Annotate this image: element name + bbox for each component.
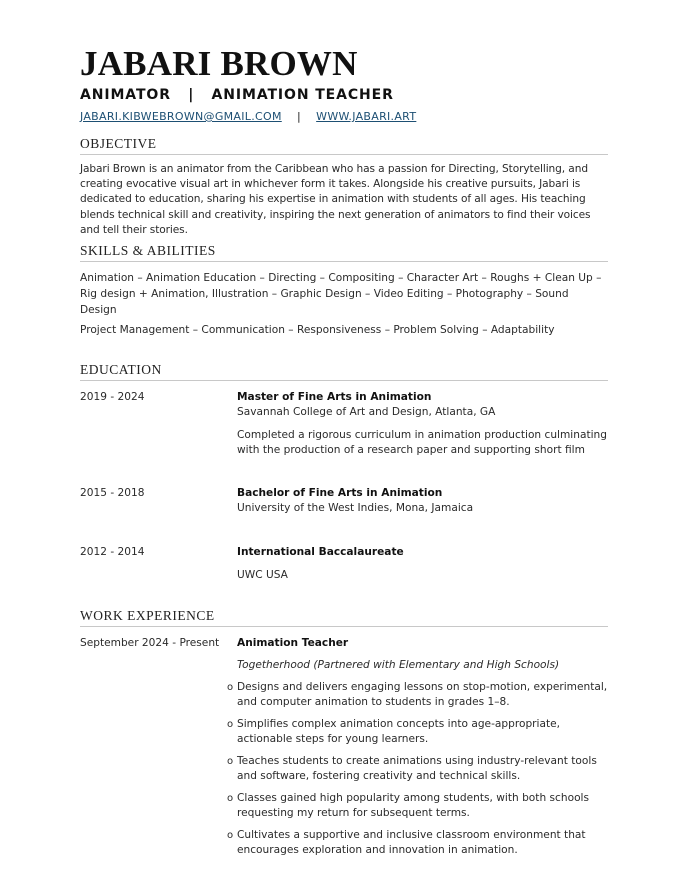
education-school: University of the West Indies, Mona, Jamaica [237,502,474,515]
education-dates: 2015 - 2018 [80,487,145,500]
work-dates: September 2024 - Present [80,636,220,649]
education-entry [80,486,608,516]
contact-separator: | [296,110,301,123]
work-bullet [227,828,608,858]
work-bullet [227,754,608,784]
education-school: Savannah College of Art and Design, Atlanta, GA [237,406,496,419]
education-dates: 2019 - 2024 [80,391,145,404]
education-entry [80,545,608,582]
work-bullet-list [227,680,608,858]
resume-page [80,44,608,865]
skills-primary: Animation – Animation Education – Directing – Compositing – Character Art – Roughs + Clean Up – Rig design + Animation, Illustration – Graphic Design – Video Editing – Photography – Sound Design [80,272,602,317]
work-bullet-text: Designs and delivers engaging lessons on stop-motion, experimental, and computer animation to students in grades 1–8. [237,681,608,709]
bullet-mark: o [227,829,234,841]
bullet-mark: o [227,682,234,694]
work-bullet-text: Classes gained high popularity among students, with both schools requesting my return for subsequent terms. [237,791,590,820]
bullet-mark: o [227,719,234,731]
work-bullet [227,717,608,747]
website-link[interactable]: WWW.JABARI.ART [316,110,417,123]
work-organization: Togetherhood (Partnered with Elementary and High Schools) [237,659,560,672]
education-degree: Bachelor of Fine Arts in Animation [237,487,443,500]
email-link[interactable]: JABARI.KIBWEBROWN@GMAIL.COM [80,110,282,123]
education-school: UWC USA [237,568,288,581]
work-heading: WORK EXPERIENCE [80,608,608,627]
bullet-mark: o [227,756,234,768]
bullet-mark: o [227,792,234,804]
skills-soft: Project Management – Communication – Responsiveness – Problem Solving – Adaptability [80,324,555,337]
objective-heading: OBJECTIVE [80,136,608,155]
work-bullet [227,791,608,821]
candidate-name: JABARI BROWN [80,44,358,83]
education-heading: EDUCATION [80,362,608,381]
education-description: Completed a rigorous curriculum in animation production culminating with the production of a research paper and supporting short film [237,428,607,456]
work-bullet-text: Teaches students to create animations using industry-relevant tools and software, fostering creativity and technical skills. [237,755,597,783]
job-titles: ANIMATOR | ANIMATION TEACHER [80,87,394,103]
work-bullet-text: Simplifies complex animation concepts into age-appropriate, actionable steps for young learners. [237,718,561,746]
work-bullet [227,680,608,710]
contact-line [80,110,608,124]
work-entry [80,636,608,865]
work-role: Animation Teacher [237,636,349,649]
education-entry [80,390,608,458]
education-dates: 2012 - 2014 [80,546,145,559]
education-degree: Master of Fine Arts in Animation [237,391,432,404]
work-bullet-text: Cultivates a supportive and inclusive classroom environment that encourages exploration and innovation in animation. [237,828,586,857]
objective-text: Jabari Brown is an animator from the Caribbean who has a passion for Directing, Storytelling, and creating evocative visual art in whichever form it takes. Alongside his creative pursuits, Jabari is dedicated to education, sharing his expertise in animation with students of all ages. His teaching blends technical skill and creativity, inspiring the next generation of animators to find their voices and tell their stories. [80,163,591,236]
skills-heading: SKILLS & ABILITIES [80,243,608,262]
education-degree: International Baccalaureate [237,546,404,559]
